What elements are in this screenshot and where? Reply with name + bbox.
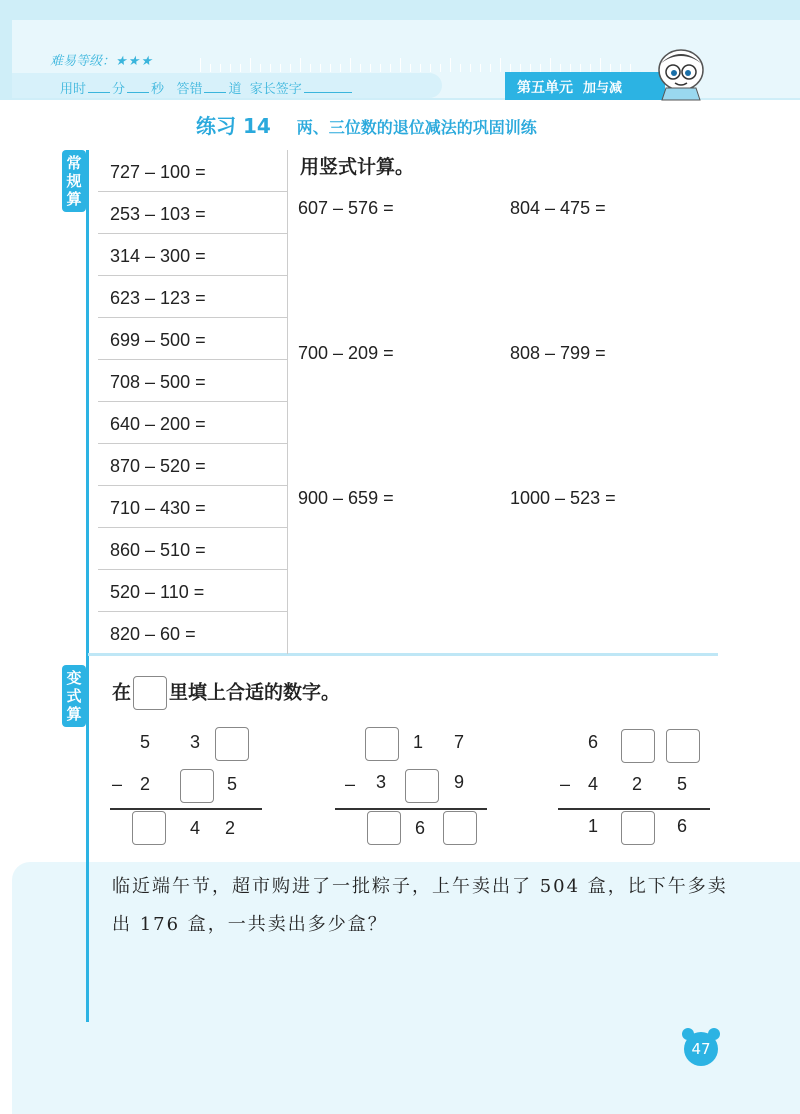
- digit: 2: [139, 774, 150, 794]
- record-sec-label: 秒: [151, 82, 165, 97]
- digit: 9: [453, 772, 464, 792]
- page-title: [196, 110, 537, 139]
- oral-calc-row: 640 – 200 =: [98, 402, 287, 444]
- page-number: 47: [684, 1032, 718, 1066]
- record-line: [60, 78, 354, 97]
- digit: 6: [414, 818, 425, 838]
- oral-calc-row: 820 – 60 =: [110, 624, 196, 644]
- answer-box[interactable]: [365, 727, 399, 761]
- unit-topic: 加与减: [583, 81, 623, 96]
- oral-calc-row: 314 – 300 =: [98, 234, 287, 276]
- unit-badge: [505, 72, 665, 100]
- answer-box[interactable]: [215, 727, 249, 761]
- record-wrong-label: 答错: [176, 82, 203, 97]
- tab-regular: [62, 150, 86, 212]
- answer-box[interactable]: [666, 729, 700, 763]
- digit: 4: [189, 818, 200, 838]
- regular-section: [88, 148, 718, 656]
- sum-line: [335, 808, 487, 810]
- vertical-problem: 808 – 799 =: [510, 343, 606, 363]
- exercise-number: 练习 14: [196, 114, 271, 138]
- oral-calc-row: 870 – 520 =: [98, 444, 287, 486]
- digit: 2: [631, 774, 642, 794]
- tab-char: 算: [66, 705, 82, 723]
- sum-line: [110, 808, 262, 810]
- record-time-label: 用时: [60, 82, 87, 97]
- difficulty-stars: ★★★: [115, 54, 153, 69]
- puzzle-1: [110, 725, 280, 838]
- tab-char: 变: [66, 669, 82, 687]
- record-sign-label: 家长签字: [249, 82, 302, 97]
- minus-sign: –: [559, 774, 570, 794]
- oral-calc-row: 708 – 500 =: [98, 360, 287, 402]
- digit: 3: [375, 772, 386, 792]
- vertical-problem: 804 – 475 =: [510, 198, 606, 218]
- answer-box[interactable]: [367, 811, 401, 845]
- vertical-instruction: 用竖式计算。: [300, 156, 415, 178]
- puzzle-3: [558, 725, 728, 835]
- tab-char: 常: [66, 154, 82, 172]
- answer-box[interactable]: [621, 729, 655, 763]
- puzzle-2: [335, 725, 505, 838]
- answer-box[interactable]: [180, 769, 214, 803]
- vertical-problem: 607 – 576 =: [298, 198, 394, 218]
- difficulty-label: 难易等级：: [50, 54, 116, 69]
- answer-box[interactable]: [132, 811, 166, 845]
- digit: 3: [189, 732, 200, 752]
- minutes-blank[interactable]: [88, 92, 110, 93]
- fill-instruction-after: 里填上合适的数字。: [169, 681, 341, 704]
- parent-signature-blank[interactable]: [304, 92, 352, 93]
- word-problem: 临近端午节，超市购进了一批粽子，上午卖出了 504 盒，比下午多卖出 176 盒，一共卖出多少盒？: [112, 876, 728, 935]
- section-divider-line: [86, 862, 89, 1022]
- digit: 6: [587, 732, 598, 752]
- digit: 5: [676, 774, 687, 794]
- digit: 1: [412, 732, 423, 752]
- oral-calc-row: 520 – 110 =: [98, 570, 287, 612]
- example-box: [133, 676, 167, 710]
- tab-char: 算: [66, 190, 82, 208]
- digit: 2: [224, 818, 235, 838]
- exercise-topic: 两、三位数的退位减法的巩固训练: [296, 118, 537, 137]
- tab-variant: [62, 665, 86, 727]
- oral-calc-row: 699 – 500 =: [98, 318, 287, 360]
- digit: 5: [139, 732, 150, 752]
- minus-sign: –: [111, 774, 122, 794]
- oral-calc-row: 623 – 123 =: [98, 276, 287, 318]
- oral-calc-row: 727 – 100 =: [98, 150, 287, 192]
- tab-char: 规: [66, 172, 82, 190]
- vertical-problem: 900 – 659 =: [298, 488, 394, 508]
- record-dao-label: 道: [228, 82, 242, 97]
- answer-box[interactable]: [443, 811, 477, 845]
- wrong-count-blank[interactable]: [204, 92, 226, 93]
- oral-calc-row: 253 – 103 =: [98, 192, 287, 234]
- answer-box[interactable]: [405, 769, 439, 803]
- fill-instruction-before: 在: [112, 681, 132, 704]
- digit: 1: [587, 816, 598, 836]
- mascot-icon: [648, 42, 714, 102]
- difficulty-rating: [50, 50, 153, 69]
- oral-calc-table: [98, 150, 288, 654]
- answer-box[interactable]: [621, 811, 655, 845]
- tab-char: 式: [66, 687, 82, 705]
- oral-calc-row: 710 – 430 =: [98, 486, 287, 528]
- record-min-label: 分: [112, 82, 126, 97]
- minus-sign: –: [344, 774, 355, 794]
- unit-label: 第五单元: [517, 80, 573, 96]
- fill-instruction: [112, 676, 340, 710]
- vertical-problem: 700 – 209 =: [298, 343, 394, 363]
- digit: 4: [587, 774, 598, 794]
- digit: 5: [226, 774, 237, 794]
- oral-calc-row: 860 – 510 =: [98, 528, 287, 570]
- ruler-decoration: [200, 52, 630, 72]
- digit: 7: [453, 732, 464, 752]
- digit: 6: [676, 816, 687, 836]
- vertical-problem: 1000 – 523 =: [510, 488, 616, 508]
- seconds-blank[interactable]: [127, 92, 149, 93]
